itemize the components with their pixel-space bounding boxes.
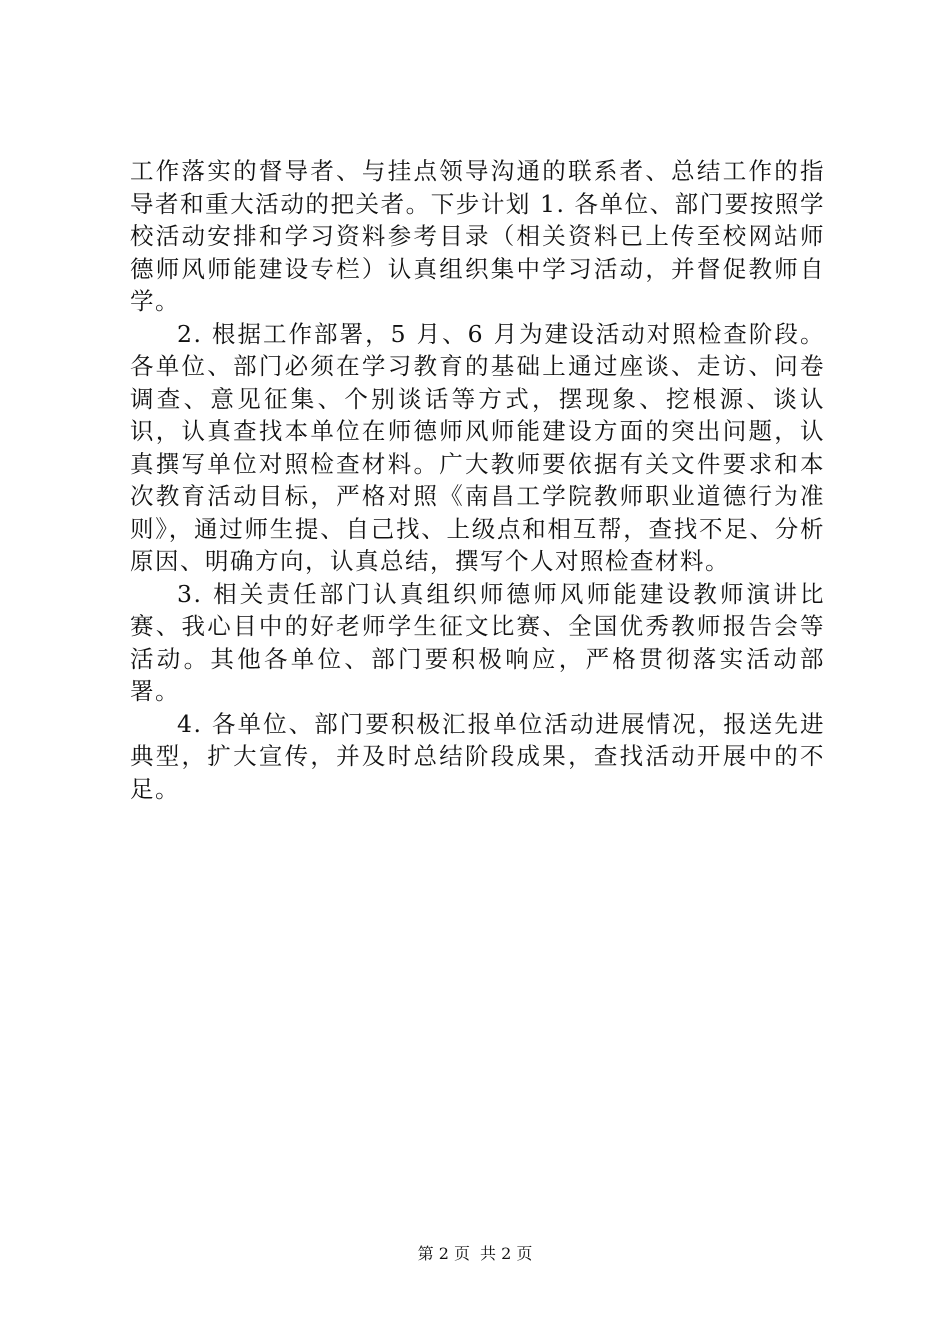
- paragraph-item-2: 2. 根据工作部署，5 月、6 月为建设活动对照检查阶段。各单位、部门必须在学习教育的基础上通过座谈、走访、问卷调查、意见征集、个别谈话等方式，摆现象、挖根源、谈认识，认真查找本单位在师德师风师能建设方面的突出问题，认真撰写单位对照检查材料。广大教师要依据有关文件要求和本次教育活动目标，严格对照《南昌工学院教师职业道德行为准则》，通过师生提、自己找、上级点和相互帮，查找不足、分析原因、明确方向，认真总结，撰写个人对照检查材料。: [130, 319, 825, 575]
- paragraph-item-4: 4. 各单位、部门要积极汇报单位活动进展情况，报送先进典型，扩大宣传，并及时总结阶段成果，查找活动开展中的不足。: [130, 709, 825, 803]
- page-number-total: 共 2 页: [480, 1244, 533, 1263]
- page-number-current: 第 2 页: [417, 1244, 470, 1263]
- paragraph-continuation: 工作落实的督导者、与挂点领导沟通的联系者、总结工作的指导者和重大活动的把关者。下步计划 1. 各单位、部门要按照学校活动安排和学习资料参考目录（相关资料已上传至校网站师德师风师能建设专栏）认真组织集中学习活动，并督促教师自学。: [130, 157, 825, 315]
- page-footer: [0, 1244, 950, 1264]
- paragraph-item-3: 3. 相关责任部门认真组织师德师风师能建设教师演讲比赛、我心目中的好老师学生征文比赛、全国优秀教师报告会等活动。其他各单位、部门要积极响应，严格贯彻落实活动部署。: [130, 579, 825, 705]
- document-body: [130, 155, 825, 805]
